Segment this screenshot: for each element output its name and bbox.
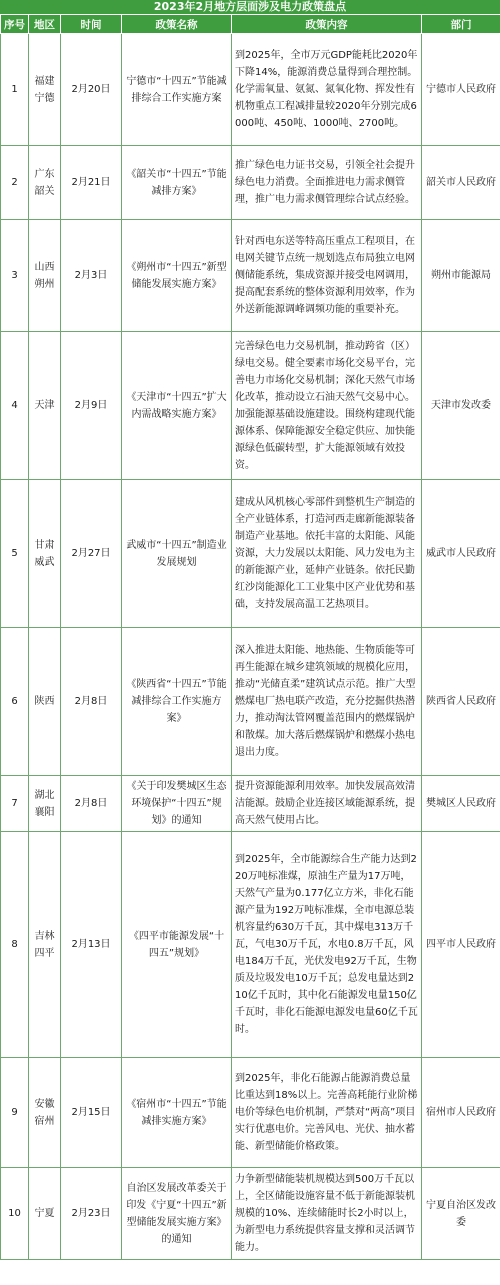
cell-policy-content: 到2025年，全市万元GDP能耗比2020年下降14%，能源消费总量得到合理控制。化学需氧量、氨氮、氮氧化物、挥发性有机物重点工程减排量较2020年分别完成6000吨、450吨、1000吨、2700吨。	[232, 34, 422, 146]
cell-region: 广东韶关	[29, 146, 61, 220]
table-row	[1, 480, 500, 628]
cell-date: 2月21日	[61, 146, 122, 220]
header-policy-content: 政策内容	[232, 15, 422, 34]
cell-region: 甘肃威武	[29, 480, 61, 628]
cell-policy-name: 宁德市“十四五”节能减排综合工作实施方案	[122, 34, 232, 146]
cell-date: 2月20日	[61, 34, 122, 146]
cell-policy-content: 到2025年，全市能源综合生产能力达到220万吨标准煤，原油生产量为17万吨，天然气产量为0.177亿立方米，非化石能源产量为192万吨标准煤，全市电源总装机容量约630万千瓦，其中煤电313万千瓦，气电30万千瓦，水电0.8万千瓦，风电184万千瓦，光伏发电92万千瓦，生物质及垃圾发电10万千瓦；总发电量达到210亿千瓦时，其中化石能源发电量150亿千瓦时，非化石能源电源发电量60亿千瓦时。	[232, 832, 422, 1058]
cell-no: 8	[1, 832, 29, 1058]
cell-policy-name: 《宿州市“十四五”节能减排实施方案》	[122, 1058, 232, 1168]
cell-region: 山西朔州	[29, 220, 61, 332]
header-policy-name: 政策名称	[122, 15, 232, 34]
cell-policy-name: 《朔州市“十四五”新型储能发展实施方案》	[122, 220, 232, 332]
cell-date: 2月13日	[61, 832, 122, 1058]
cell-department: 宁夏自治区发改委	[422, 1168, 500, 1260]
cell-department: 陕西省人民政府	[422, 628, 500, 776]
cell-policy-name: 《四平市能源发展“十四五”规划》	[122, 832, 232, 1058]
cell-policy-name: 《天津市“十四五”扩大内需战略实施方案》	[122, 332, 232, 480]
header-row	[1, 15, 500, 34]
cell-no: 6	[1, 628, 29, 776]
cell-department: 樊城区人民政府	[422, 776, 500, 832]
cell-policy-content: 针对西电东送等特高压重点工程项目，在电网关键节点统一规划选点布局独立电网侧储能系统，集成资源并接受电网调用，提高配套系统的整体资源利用效率，作为外送新能源调峰调频功能的重要补充。	[232, 220, 422, 332]
cell-policy-name: 武威市“十四五”制造业发展规划	[122, 480, 232, 628]
cell-date: 2月23日	[61, 1168, 122, 1260]
cell-date: 2月8日	[61, 628, 122, 776]
cell-policy-name: 自治区发展改革委关于印发《宁夏“十四五”新型储能发展实施方案》的通知	[122, 1168, 232, 1260]
table-row	[1, 1168, 500, 1260]
cell-department: 威武市人民政府	[422, 480, 500, 628]
cell-no: 3	[1, 220, 29, 332]
table-row	[1, 1058, 500, 1168]
cell-region: 吉林四平	[29, 832, 61, 1058]
cell-no: 2	[1, 146, 29, 220]
cell-date: 2月27日	[61, 480, 122, 628]
cell-department: 宿州市人民政府	[422, 1058, 500, 1168]
header-region: 地区	[29, 15, 61, 34]
table-row	[1, 776, 500, 832]
cell-department: 韶关市人民政府	[422, 146, 500, 220]
cell-region: 陕西	[29, 628, 61, 776]
cell-date: 2月9日	[61, 332, 122, 480]
cell-policy-content: 提升资源能源利用效率。加快发展高效清洁能源。鼓励企业连接区域能源系统，提高天然气使用占比。	[232, 776, 422, 832]
cell-no: 5	[1, 480, 29, 628]
cell-no: 1	[1, 34, 29, 146]
cell-no: 4	[1, 332, 29, 480]
cell-date: 2月8日	[61, 776, 122, 832]
cell-policy-content: 深入推进太阳能、地热能、生物质能等可再生能源在城乡建筑领域的规模化应用，推动“光储直柔”建筑试点示范。推广大型燃煤电厂热电联产改造，充分挖掘供热潜力，推动淘汰管网覆盖范围内的燃煤锅炉和散煤。加大落后燃煤锅炉和燃煤小热电退出力度。	[232, 628, 422, 776]
header-no: 序号	[1, 15, 29, 34]
cell-department: 天津市发改委	[422, 332, 500, 480]
cell-department: 四平市人民政府	[422, 832, 500, 1058]
cell-no: 10	[1, 1168, 29, 1260]
policy-table	[0, 14, 500, 1260]
cell-policy-content: 建成从风机核心零部件到整机生产制造的全产业链体系，打造河西走廊新能源装备制造产业基地。依托丰富的太阳能、风能资源，大力发展以太阳能、风力发电为主的新能源产业，延伸产业链条。依托民勤红沙岗能源化工工业集中区产业优势和基础，支持发展高温工艺热项目。	[232, 480, 422, 628]
cell-policy-name: 《关于印发樊城区生态环境保护“十四五”规划》的通知	[122, 776, 232, 832]
header-date: 时间	[61, 15, 122, 34]
header-department: 部门	[422, 15, 500, 34]
table-row	[1, 220, 500, 332]
table-row	[1, 146, 500, 220]
cell-policy-name: 《陕西省“十四五”节能减排综合工作实施方案》	[122, 628, 232, 776]
cell-region: 安徽宿州	[29, 1058, 61, 1168]
table-row	[1, 332, 500, 480]
cell-policy-name: 《韶关市“十四五”节能减排方案》	[122, 146, 232, 220]
cell-department: 宁德市人民政府	[422, 34, 500, 146]
cell-no: 7	[1, 776, 29, 832]
table-row	[1, 34, 500, 146]
cell-region: 福建宁德	[29, 34, 61, 146]
cell-region: 湖北襄阳	[29, 776, 61, 832]
cell-department: 朔州市能源局	[422, 220, 500, 332]
cell-region: 宁夏	[29, 1168, 61, 1260]
cell-policy-content: 完善绿色电力交易机制，推动跨省（区）绿电交易。健全要素市场化交易平台，完善电力市场化交易机制；深化天然气市场化改革，推动设立石油天然气交易中心。加强能源基础设施建设。围绕构建现代能源体系、保障能源安全稳定供应、加快能源绿色低碳转型，扩大能源领域有效投资。	[232, 332, 422, 480]
cell-region: 天津	[29, 332, 61, 480]
cell-no: 9	[1, 1058, 29, 1168]
cell-policy-content: 力争新型储能装机规模达到500万千瓦以上，全区储能设施容量不低于新能源装机规模的10%、连续储能时长2小时以上，为新型电力系统提供容量支撑和灵活调节能力。	[232, 1168, 422, 1260]
table-row	[1, 832, 500, 1058]
table-title: 2023年2月地方层面涉及电力政策盘点	[0, 0, 500, 14]
cell-policy-content: 推广绿色电力证书交易，引领全社会提升绿色电力消费。全面推进电力需求侧管理，推广电力需求侧管理综合试点经验。	[232, 146, 422, 220]
cell-date: 2月15日	[61, 1058, 122, 1168]
table-row	[1, 628, 500, 776]
cell-policy-content: 到2025年，非化石能源占能源消费总量比重达到18%以上。完善高耗能行业阶梯电价等绿色电价机制，严禁对“两高”项目实行优惠电价。完善风电、光伏、抽水蓄能、新型储能价格政策。	[232, 1058, 422, 1168]
cell-date: 2月3日	[61, 220, 122, 332]
